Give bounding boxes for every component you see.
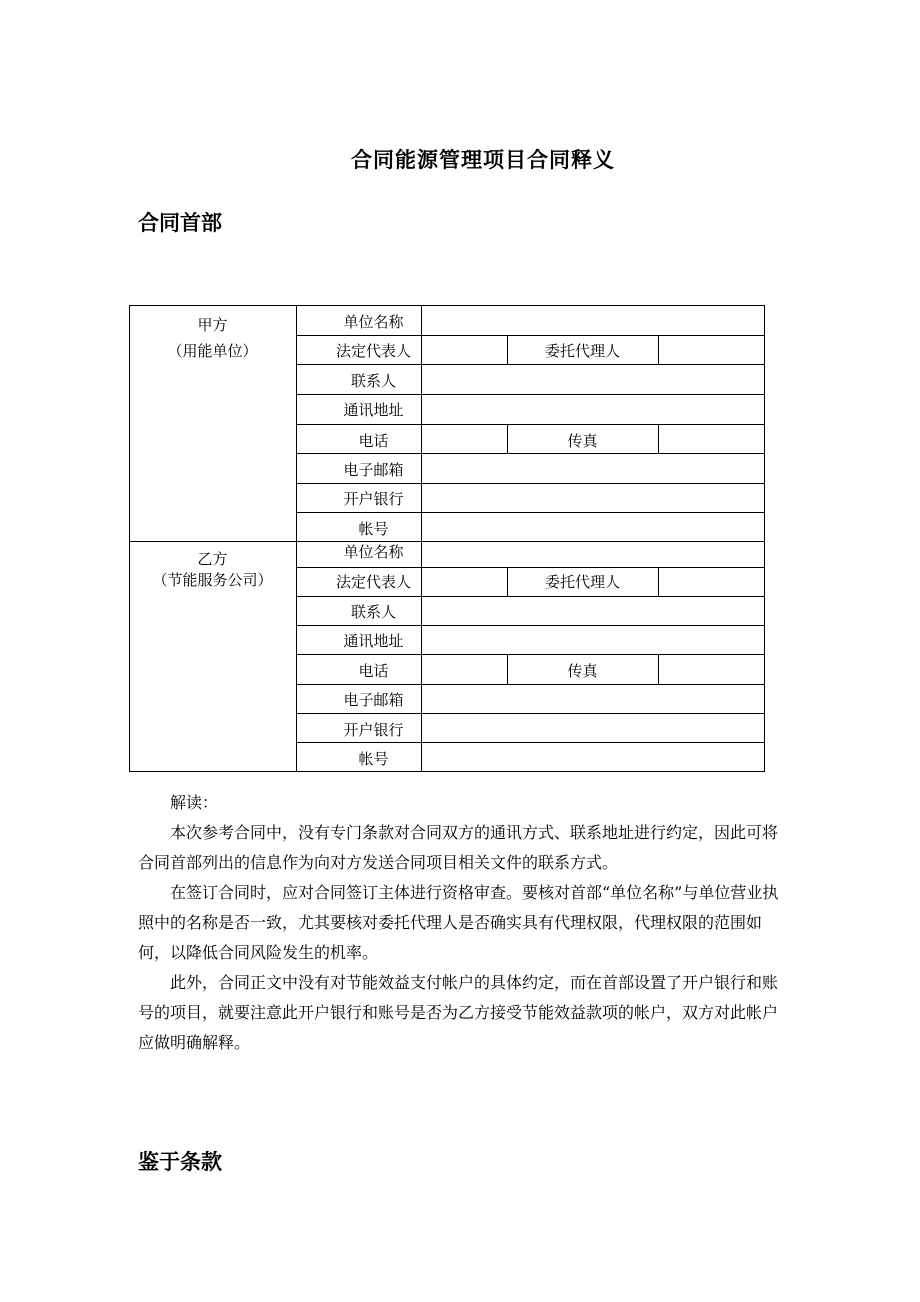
party-b-address-label: 通讯地址 (343, 632, 404, 650)
party-b-contact-label: 联系人 (350, 603, 396, 621)
party-b-name: 乙方 (197, 550, 228, 568)
party-b-phone-label: 电话 (358, 662, 389, 680)
party-a-bank-label: 开户银行 (343, 490, 404, 508)
party-a-contact-label: 联系人 (350, 372, 396, 390)
party-a-unit-name-label: 单位名称 (343, 313, 404, 331)
party-a-address-label: 通讯地址 (343, 401, 404, 419)
party-b-desc: （节能服务公司） (152, 571, 273, 589)
interpretation-block (138, 788, 780, 1058)
party-a-legal-rep-label: 法定代表人 (335, 342, 411, 360)
party-a-agent-label: 委托代理人 (544, 342, 620, 360)
interpretation-label: 解读： (170, 793, 219, 812)
paragraph-3: 此外，合同正文中没有对节能效益支付帐户的具体约定，而在首部设置了开户银行和账号的项目，就要注意此开户银行和账号是否为乙方接受节能效益款项的帐户，双方对此帐户应做明确解释。 (138, 973, 779, 1052)
party-b-fax-label: 传真 (567, 662, 598, 680)
paragraph-1: 本次参考合同中，没有专门条款对合同双方的通讯方式、联系地址进行约定，因此可将合同首部列出的信息作为向对方发送合同项目相关文件的联系方式。 (138, 823, 779, 872)
party-a-name: 甲方 (197, 316, 228, 334)
section-heading-header: 合同首部 (138, 211, 222, 235)
party-a-account-label: 帐号 (358, 520, 389, 538)
party-b-email-label: 电子邮箱 (343, 691, 404, 709)
page-title: 合同能源管理项目合同释义 (351, 148, 615, 172)
party-b-unit-name-label: 单位名称 (343, 543, 404, 561)
party-a-email-label: 电子邮箱 (343, 461, 404, 479)
party-b-account-label: 帐号 (358, 750, 389, 768)
party-b-bank-label: 开户银行 (343, 721, 404, 739)
party-b-legal-rep-label: 法定代表人 (335, 573, 411, 591)
party-a-phone-label: 电话 (358, 432, 389, 450)
party-b-agent-label: 委托代理人 (544, 573, 620, 591)
paragraph-2: 在签订合同时，应对合同签订主体进行资格审查。要核对首部“单位名称”与单位营业执照中的名称是否一致，尤其要核对委托代理人是否确实具有代理权限，代理权限的范围如何，以降低合同风险发生的机率。 (138, 883, 779, 962)
party-a-fax-label: 传真 (567, 432, 598, 450)
party-a-desc: （用能单位） (167, 342, 258, 360)
party-info-table (129, 305, 765, 772)
section-heading-recitals: 鉴于条款 (138, 1150, 222, 1174)
